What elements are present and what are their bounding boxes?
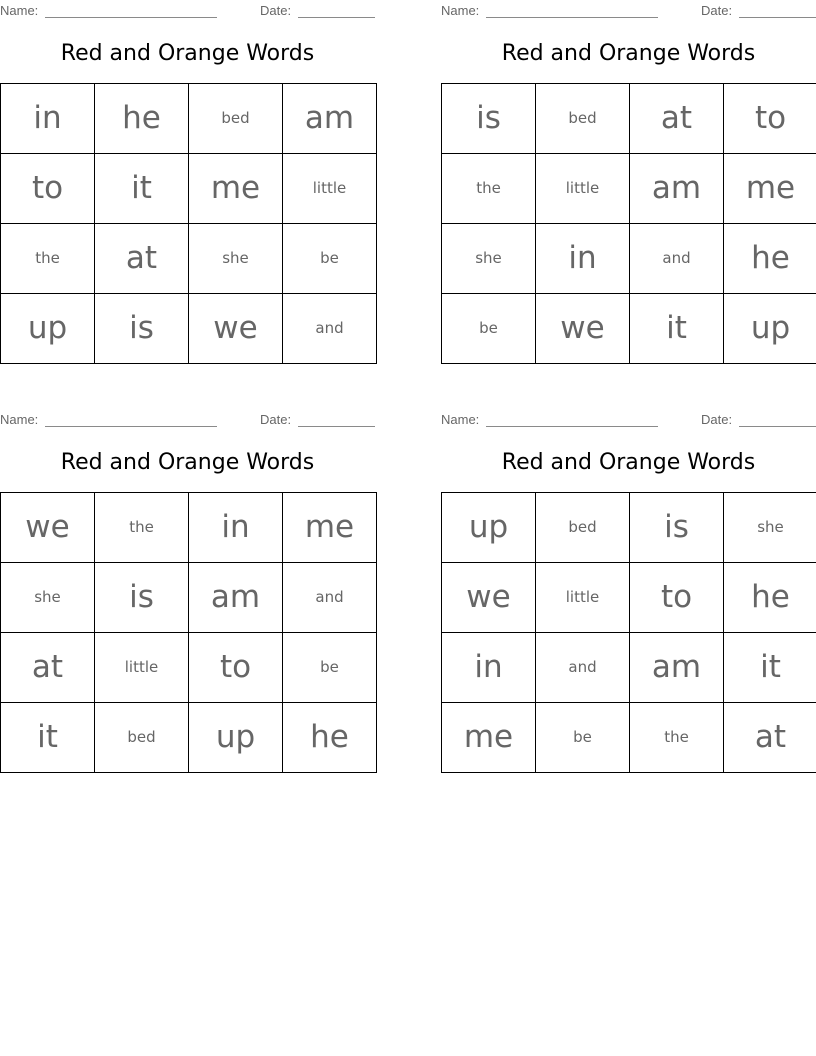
word-cell[interactable]: to <box>630 563 724 633</box>
grid-row <box>442 493 816 563</box>
word-cell[interactable]: at <box>1 633 95 703</box>
word-cell[interactable]: is <box>442 84 536 154</box>
word-cell[interactable]: at <box>95 224 189 294</box>
grid-row <box>1 84 377 154</box>
word-cell[interactable]: up <box>442 493 536 563</box>
word-cell[interactable]: at <box>630 84 724 154</box>
date-label: Date: <box>260 3 292 18</box>
word-cell[interactable]: it <box>630 294 724 364</box>
name-label: Name: <box>0 3 39 18</box>
word-cell[interactable]: in <box>536 224 630 294</box>
word-cell[interactable]: am <box>283 84 377 154</box>
word-cell[interactable]: me <box>442 703 536 773</box>
name-label: Name: <box>441 3 480 18</box>
word-cell[interactable]: am <box>630 154 724 224</box>
card-title: Red and Orange Words <box>60 450 315 475</box>
word-cell[interactable]: little <box>283 154 377 224</box>
name-blank-line[interactable] <box>486 17 658 18</box>
word-cell[interactable]: bed <box>95 703 189 773</box>
name-blank-line[interactable] <box>45 426 217 427</box>
word-cell[interactable]: me <box>189 154 283 224</box>
word-cell[interactable]: little <box>536 154 630 224</box>
word-cell[interactable]: and <box>630 224 724 294</box>
grid-row <box>1 154 377 224</box>
name-blank-line[interactable] <box>45 17 217 18</box>
date-label: Date: <box>701 3 733 18</box>
grid-row <box>1 633 377 703</box>
date-label: Date: <box>701 412 733 427</box>
word-cell[interactable]: he <box>95 84 189 154</box>
grid-row <box>1 294 377 364</box>
word-cell[interactable]: is <box>95 294 189 364</box>
word-cell[interactable]: to <box>724 84 816 154</box>
grid-row <box>442 294 816 364</box>
bingo-card-4 <box>441 409 816 774</box>
date-blank-line[interactable] <box>739 17 816 18</box>
card-title: Red and Orange Words <box>501 41 756 66</box>
date-blank-line[interactable] <box>298 426 375 427</box>
word-grid <box>441 83 816 364</box>
word-cell[interactable]: he <box>724 563 816 633</box>
name-date-row <box>0 3 375 19</box>
word-cell[interactable]: she <box>442 224 536 294</box>
word-cell[interactable]: he <box>283 703 377 773</box>
grid-row <box>1 224 377 294</box>
word-cell[interactable]: we <box>189 294 283 364</box>
word-cell[interactable]: and <box>536 633 630 703</box>
word-cell[interactable]: am <box>189 563 283 633</box>
word-cell[interactable]: is <box>630 493 724 563</box>
word-cell[interactable]: it <box>724 633 816 703</box>
word-cell[interactable]: she <box>724 493 816 563</box>
word-cell[interactable]: be <box>283 633 377 703</box>
word-cell[interactable]: be <box>442 294 536 364</box>
word-cell[interactable]: we <box>442 563 536 633</box>
grid-row <box>442 224 816 294</box>
word-cell[interactable]: we <box>536 294 630 364</box>
word-cell[interactable]: bed <box>189 84 283 154</box>
word-cell[interactable]: the <box>1 224 95 294</box>
word-cell[interactable]: he <box>724 224 816 294</box>
name-label: Name: <box>441 412 480 427</box>
grid-row <box>442 703 816 773</box>
word-cell[interactable]: at <box>724 703 816 773</box>
name-blank-line[interactable] <box>486 426 658 427</box>
word-grid <box>441 492 816 773</box>
word-cell[interactable]: me <box>724 154 816 224</box>
word-cell[interactable]: to <box>189 633 283 703</box>
word-cell[interactable]: the <box>442 154 536 224</box>
date-label: Date: <box>260 412 292 427</box>
bingo-card-3 <box>0 409 375 774</box>
bingo-card-2 <box>441 0 816 365</box>
grid-row <box>442 633 816 703</box>
bingo-card-1 <box>0 0 375 365</box>
word-cell[interactable]: she <box>1 563 95 633</box>
word-cell[interactable]: it <box>1 703 95 773</box>
word-cell[interactable]: we <box>1 493 95 563</box>
word-cell[interactable]: in <box>442 633 536 703</box>
word-cell[interactable]: she <box>189 224 283 294</box>
grid-row <box>1 563 377 633</box>
word-cell[interactable]: little <box>95 633 189 703</box>
word-cell[interactable]: up <box>1 294 95 364</box>
grid-row <box>442 154 816 224</box>
name-date-row <box>441 412 816 428</box>
word-cell[interactable]: and <box>283 563 377 633</box>
word-cell[interactable]: in <box>1 84 95 154</box>
card-title: Red and Orange Words <box>501 450 756 475</box>
grid-row <box>442 563 816 633</box>
grid-row <box>1 703 377 773</box>
word-cell[interactable]: the <box>630 703 724 773</box>
word-cell[interactable]: the <box>95 493 189 563</box>
word-grid <box>0 492 377 773</box>
name-label: Name: <box>0 412 39 427</box>
word-cell[interactable]: be <box>283 224 377 294</box>
word-cell[interactable]: it <box>95 154 189 224</box>
word-grid <box>0 83 377 364</box>
word-cell[interactable]: in <box>189 493 283 563</box>
word-cell[interactable]: up <box>724 294 816 364</box>
word-cell[interactable]: am <box>630 633 724 703</box>
word-cell[interactable]: little <box>536 563 630 633</box>
date-blank-line[interactable] <box>739 426 816 427</box>
name-date-row <box>0 412 375 428</box>
date-blank-line[interactable] <box>298 17 375 18</box>
word-cell[interactable]: me <box>283 493 377 563</box>
word-cell[interactable]: bed <box>536 84 630 154</box>
word-cell[interactable]: up <box>189 703 283 773</box>
word-cell[interactable]: be <box>536 703 630 773</box>
word-cell[interactable]: is <box>95 563 189 633</box>
grid-row <box>1 493 377 563</box>
card-title: Red and Orange Words <box>60 41 315 66</box>
word-cell[interactable]: bed <box>536 493 630 563</box>
name-date-row <box>441 3 816 19</box>
word-cell[interactable]: to <box>1 154 95 224</box>
word-cell[interactable]: and <box>283 294 377 364</box>
grid-row <box>442 84 816 154</box>
